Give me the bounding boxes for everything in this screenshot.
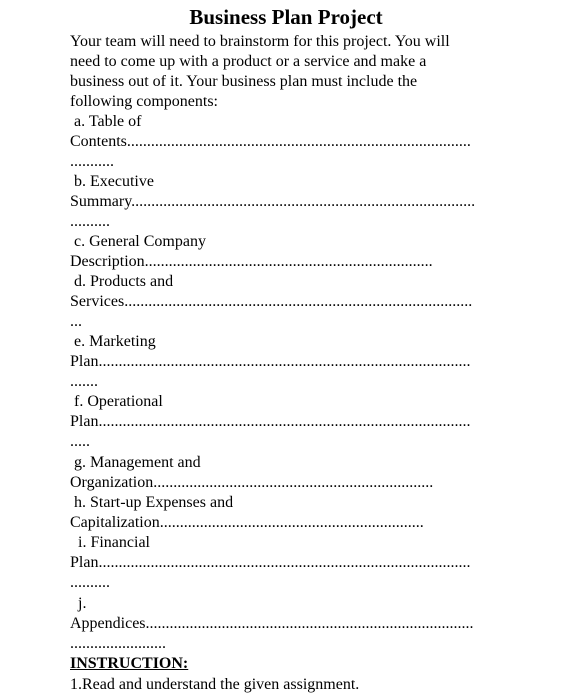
component-d-label: d. Products and: [74, 273, 174, 290]
component-e-label: e. Marketing: [74, 333, 156, 350]
component-d-leader: Services.......................................................................................: [70, 293, 473, 310]
component-d-leader-cont: ...: [70, 313, 82, 330]
intro-line: Your team will need to brainstorm for this project. You will: [70, 33, 450, 50]
intro-line: following components:: [70, 93, 218, 110]
component-i-leader-cont: ..........: [70, 574, 110, 591]
component-b-leader: Summary......................................................................................: [70, 193, 476, 210]
intro-line: need to come up with a product or a service and make a: [70, 53, 427, 70]
intro-line: business out of it. Your business plan must include the: [70, 73, 418, 90]
component-f-leader-cont: .....: [70, 433, 90, 450]
component-f-label: f. Operational: [74, 393, 163, 410]
component-e-leader: Plan.............................................................................................: [70, 353, 471, 370]
instruction-text: 1.Read and understand the given assignment.: [70, 676, 360, 693]
component-b-label: b. Executive: [74, 173, 154, 190]
component-b-leader-cont: ..........: [70, 213, 110, 230]
component-a-leader: Contents......................................................................................: [70, 133, 471, 150]
component-j-leader: Appendices..................................................................................: [70, 615, 474, 632]
component-g-label: g. Management and: [74, 454, 201, 471]
document-title: Business Plan Project: [189, 5, 383, 29]
component-f-leader: Plan.............................................................................................: [70, 413, 471, 430]
component-j-label: j.: [78, 595, 87, 612]
component-c-leader: Description........................................................................: [70, 253, 433, 270]
component-j-leader-cont: ........................: [70, 635, 166, 652]
component-i-leader: Plan.............................................................................................: [70, 554, 471, 571]
instruction-heading: INSTRUCTION:: [70, 655, 189, 672]
component-h-leader: Capitalization..................................................................: [70, 514, 424, 531]
component-i-label: i. Financial: [78, 534, 150, 551]
component-c-label: c. General Company: [74, 233, 206, 250]
component-h-label: h. Start-up Expenses and: [74, 494, 234, 511]
component-a-leader-cont: ...........: [70, 153, 114, 170]
component-g-leader: Organization......................................................................: [70, 474, 434, 491]
component-a-label: a. Table of: [74, 113, 142, 130]
component-e-leader-cont: .......: [70, 373, 98, 390]
